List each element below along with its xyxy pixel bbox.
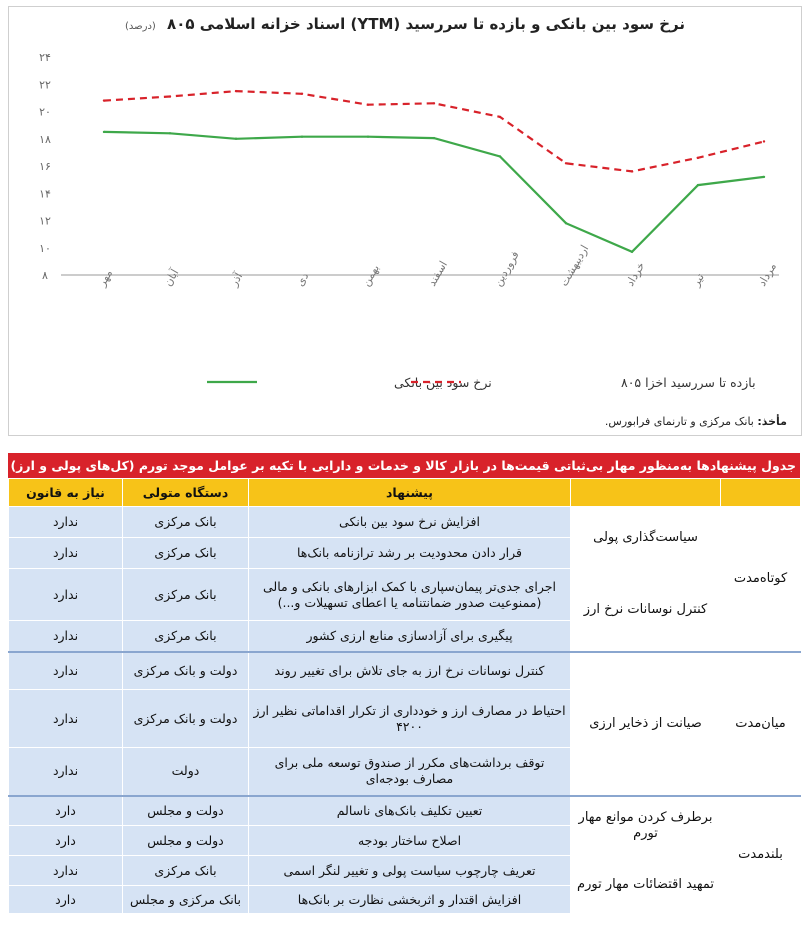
x-tick-label: آذر	[227, 270, 246, 289]
y-tick-label: ۲۲	[39, 78, 51, 92]
x-tick-label: مهر	[95, 267, 116, 289]
law-cell: ندارد	[9, 748, 123, 796]
law-cell: دارد	[9, 796, 123, 826]
law-cell: دارد	[9, 826, 123, 856]
x-tick-label: مرداد	[755, 260, 780, 289]
law-cell: ندارد	[9, 569, 123, 621]
table-row	[9, 796, 801, 826]
chart-source	[605, 415, 787, 428]
agency-cell: بانک مرکزی و مجلس	[123, 886, 249, 914]
proposals-table-panel	[8, 453, 800, 914]
header-group	[721, 479, 801, 507]
x-tick-label: دی	[293, 270, 312, 289]
agency-cell: دولت و بانک مرکزی	[123, 690, 249, 748]
source-label: مأخذ:	[757, 415, 787, 428]
data-point	[631, 170, 633, 172]
data-point	[103, 131, 105, 133]
table-row	[9, 569, 801, 621]
y-tick-label: ۱۲	[39, 214, 51, 228]
line-chart	[9, 7, 801, 435]
subgroup-monetary-policy: سیاست‌گذاری پولی	[571, 507, 721, 569]
series-line-interbank-rate	[104, 132, 764, 252]
table-row	[9, 652, 801, 690]
data-point	[301, 136, 303, 138]
law-cell: دارد	[9, 886, 123, 914]
agency-cell: بانک مرکزی	[123, 621, 249, 652]
law-cell: ندارد	[9, 507, 123, 538]
x-tick-label: اسفند	[425, 258, 451, 289]
chart-title-text: نرخ سود بین بانکی و بازده تا سررسید (YTM) اسناد خزانه اسلامی ۸۰۵	[167, 15, 686, 33]
law-cell: ندارد	[9, 856, 123, 886]
y-tick-label: ۱۸	[39, 132, 51, 146]
table-title: جدول پیشنهادها به‌منظور مهار بی‌ثباتی قیمت‌ها در بازار کالا و خدمات و دارایی با تکیه بر عوامل موجد تورم (کل‌های پولی و ارز)	[8, 453, 800, 478]
x-tick-label: آبان	[161, 266, 182, 289]
group-long-term: بلندمدت	[721, 796, 801, 914]
data-point	[631, 251, 633, 253]
law-cell: ندارد	[9, 652, 123, 690]
x-tick-label: فروردین	[491, 248, 522, 289]
legend-label-ytm: بازده تا سررسید اخزا ۸۰۵	[621, 375, 756, 390]
agency-cell: بانک مرکزی	[123, 538, 249, 569]
law-cell: ندارد	[9, 621, 123, 652]
law-cell: ندارد	[9, 690, 123, 748]
proposal-cell: قرار دادن محدودیت بر رشد ترازنامه بانک‌ها	[249, 538, 571, 569]
subgroup-prerequisites: تمهید اقتضائات مهار تورم	[571, 856, 721, 914]
group-short-term: کوتاه‌مدت	[721, 507, 801, 652]
law-cell: ندارد	[9, 538, 123, 569]
proposal-cell: احتیاط در مصارف ارز و خودداری از تکرار اقداماتی نظیر ارز ۴۲۰۰	[249, 690, 571, 748]
proposal-cell: تعیین تکلیف بانک‌های ناسالم	[249, 796, 571, 826]
header-proposal: پیشنهاد	[249, 479, 571, 507]
data-point	[763, 176, 765, 178]
data-point	[433, 137, 435, 139]
data-point	[235, 138, 237, 140]
proposal-cell: کنترل نوسانات نرخ ارز به جای تلاش برای تغییر روند	[249, 652, 571, 690]
data-point	[367, 136, 369, 138]
y-tick-label: ۱۴	[39, 187, 51, 201]
data-point	[697, 184, 699, 186]
proposal-cell: پیگیری برای آزادسازی منابع ارزی کشور	[249, 621, 571, 652]
chart-panel	[8, 6, 802, 436]
agency-cell: دولت و بانک مرکزی	[123, 652, 249, 690]
agency-cell: بانک مرکزی	[123, 856, 249, 886]
agency-cell: بانک مرکزی	[123, 569, 249, 621]
x-tick-label: بهمن	[359, 262, 383, 289]
agency-cell: دولت و مجلس	[123, 826, 249, 856]
proposal-cell: اصلاح ساختار بودجه	[249, 826, 571, 856]
header-agency: دستگاه متولی	[123, 479, 249, 507]
data-point	[565, 162, 567, 164]
data-point	[301, 93, 303, 95]
x-tick-label: تیر	[689, 271, 707, 289]
data-point	[169, 132, 171, 134]
group-mid-term: میان‌مدت	[721, 652, 801, 796]
data-point	[499, 116, 501, 118]
data-point	[103, 99, 105, 101]
proposal-cell: توقف برداشت‌های مکرر از صندوق توسعه ملی برای مصارف بودجه‌ای	[249, 748, 571, 796]
proposal-cell: افزایش نرخ سود بین بانکی	[249, 507, 571, 538]
chart-unit: (درصد)	[124, 21, 156, 32]
header-subgroup	[571, 479, 721, 507]
y-tick-label: ۲۰	[39, 105, 51, 119]
agency-cell: دولت	[123, 748, 249, 796]
agency-cell: بانک مرکزی	[123, 507, 249, 538]
table-row	[9, 507, 801, 538]
data-point	[565, 222, 567, 224]
data-point	[763, 140, 765, 142]
x-tick-label: اردیبهشت	[557, 242, 592, 289]
subgroup-fix-drivers: برطرف کردن موانع مهار تورم	[571, 796, 721, 856]
proposal-cell: اجرای جدی‌تر پیمان‌سپاری با کمک ابزارهای بانکی و مالی (ممنوعیت صدور ضمانتنامه یا اعطای تسهیلات و...)	[249, 569, 571, 621]
proposals-table	[8, 478, 801, 914]
y-tick-label: ۲۴	[39, 51, 51, 64]
proposal-cell: افزایش اقتدار و اثربخشی نظارت بر بانک‌ها	[249, 886, 571, 914]
proposal-cell: تعریف چارچوب سیاست پولی و تغییر لنگر اسمی	[249, 856, 571, 886]
data-point	[433, 102, 435, 104]
agency-cell: دولت و مجلس	[123, 796, 249, 826]
data-point	[235, 90, 237, 92]
subgroup-fx-control: کنترل نوسانات نرخ ارز	[571, 569, 721, 652]
legend-label-interbank: نرخ سود بین بانکی	[394, 375, 492, 390]
data-point	[697, 157, 699, 159]
source-text: بانک مرکزی و تارنمای فرابورس.	[604, 415, 754, 428]
y-tick-label: ۱۰	[39, 241, 51, 255]
data-point	[169, 95, 171, 97]
data-point	[499, 155, 501, 157]
x-tick-label: خرداد	[623, 259, 648, 289]
subgroup-reserves: صیانت از ذخایر ارزی	[571, 652, 721, 796]
header-law: نیاز به قانون	[9, 479, 123, 507]
table-row	[9, 856, 801, 886]
y-tick-label: ۸	[42, 269, 48, 282]
data-point	[367, 103, 369, 105]
table-header-row	[9, 479, 801, 507]
y-tick-label: ۱۶	[39, 160, 51, 173]
